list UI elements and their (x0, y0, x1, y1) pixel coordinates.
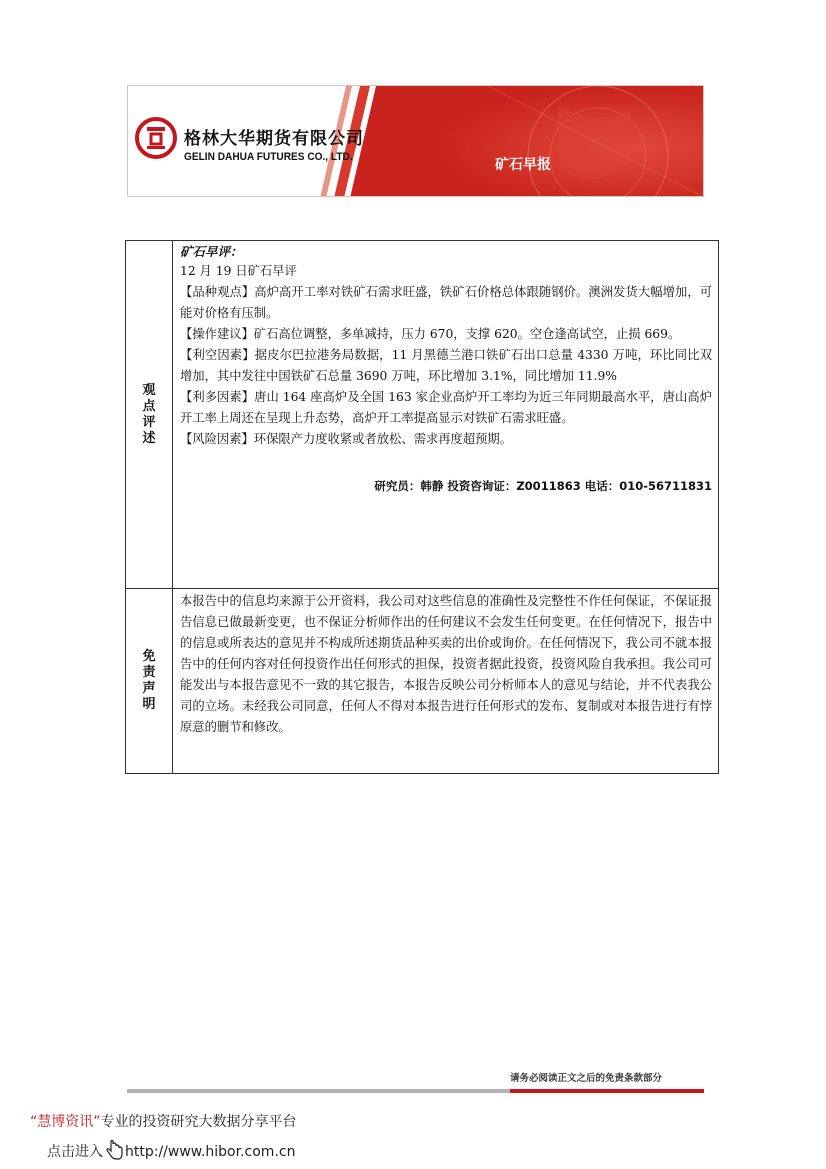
disclaimer-content (173, 589, 719, 774)
header-banner (127, 85, 704, 197)
paragraph-variety-view: 【品种观点】高炉高开工率对铁矿石需求旺盛，铁矿石价格总体跟随钢价。澳洲发货大幅增加，可能对价格有压制。 (180, 285, 712, 320)
promo-quote-open: “ (30, 1114, 38, 1130)
opinion-heading: 矿石早评： (180, 244, 243, 259)
disclaimer-text: 本报告中的信息均来源于公开资料，我公司对这些信息的准确性及完整性不作任何保证，不保证报告信息已做最新变更，也不保证分析师作出的任何建议不会发生任何变更。在任何情况下，报告中的信息或所表达的意见并不构成所述期货品种买卖的出价或询价。在任何情况下，我公司不就本报告中的任何内容对任何投资作出任何形式的担保，投资者据此投资，投资风险自我承担。我公司可能发出与本报告意见不一致的其它报告，本报告反映公司分析师本人的意见与结论，并不代表我公司的立场。未经我公司同意，任何人不得对本报告进行任何形式的发布、复制或对本报告进行有悖原意的删节和修改。 (180, 594, 712, 734)
footer-divider (127, 1089, 704, 1093)
report-title: 矿石早报 (495, 157, 551, 173)
paragraph-operation-advice: 【操作建议】矿石高位调整，多单减持，压力 670，支撑 620。空仓逢高试空，止损 669。 (180, 327, 681, 341)
paragraph-risk-factors: 【风险因素】环保限产力度收紧或者放松、需求再度超预期。 (180, 432, 513, 446)
promo-text: 专业的投资研究大数据分享平台 (100, 1114, 297, 1130)
footer-divider-red (510, 1089, 704, 1093)
opinion-side-label: 观 点 评 述 (126, 241, 173, 589)
report-table (125, 240, 719, 774)
company-name-en: GELIN DAHUA FUTURES CO., LTD. (184, 151, 353, 163)
researcher-info: 研究员：韩静 投资咨询证：Z0011863 电话：010-56711831 (374, 479, 712, 493)
promo-quote-close: ” (93, 1114, 101, 1130)
date-line: 12 月 19 日矿石早评 (180, 264, 297, 278)
disclaimer-side-label: 免 责 声 明 (126, 589, 173, 774)
link-prefix: 点击进入 (47, 1144, 103, 1160)
promo-line (30, 1111, 297, 1131)
company-name-cn: 格林大华期货有限公司 (184, 129, 364, 149)
opinion-content (173, 241, 719, 589)
link-url[interactable]: http://www.hibor.com.cn (125, 1144, 296, 1160)
opinion-row (126, 241, 719, 589)
link-line[interactable] (47, 1140, 295, 1161)
paragraph-bullish-factors: 【利多因素】唐山 164 座高炉及全国 163 家企业高炉开工率均为近三年同期最高水平，唐山高炉开工率上周还在呈现上升态势，高炉开工率提高显示对铁矿石需求旺盛。 (180, 390, 712, 425)
paragraph-bearish-factors: 【利空因素】据皮尔巴拉港务局数据，11 月黑德兰港口铁矿石出口总量 4330 万吨，环比同比双增加，其中发往中国铁矿石总量 3690 万吨，环比增加 3.1%，同比增加 11.9% (180, 348, 712, 383)
company-logo-icon (134, 116, 178, 160)
disclaimer-row (126, 589, 719, 774)
pointing-hand-icon (105, 1140, 123, 1160)
footer-divider-grey (127, 1089, 510, 1093)
promo-brand: 慧博资讯 (37, 1114, 94, 1130)
company-logo (134, 116, 384, 176)
footer-note: 请务必阅读正文之后的免责条款部分 (510, 1073, 663, 1084)
